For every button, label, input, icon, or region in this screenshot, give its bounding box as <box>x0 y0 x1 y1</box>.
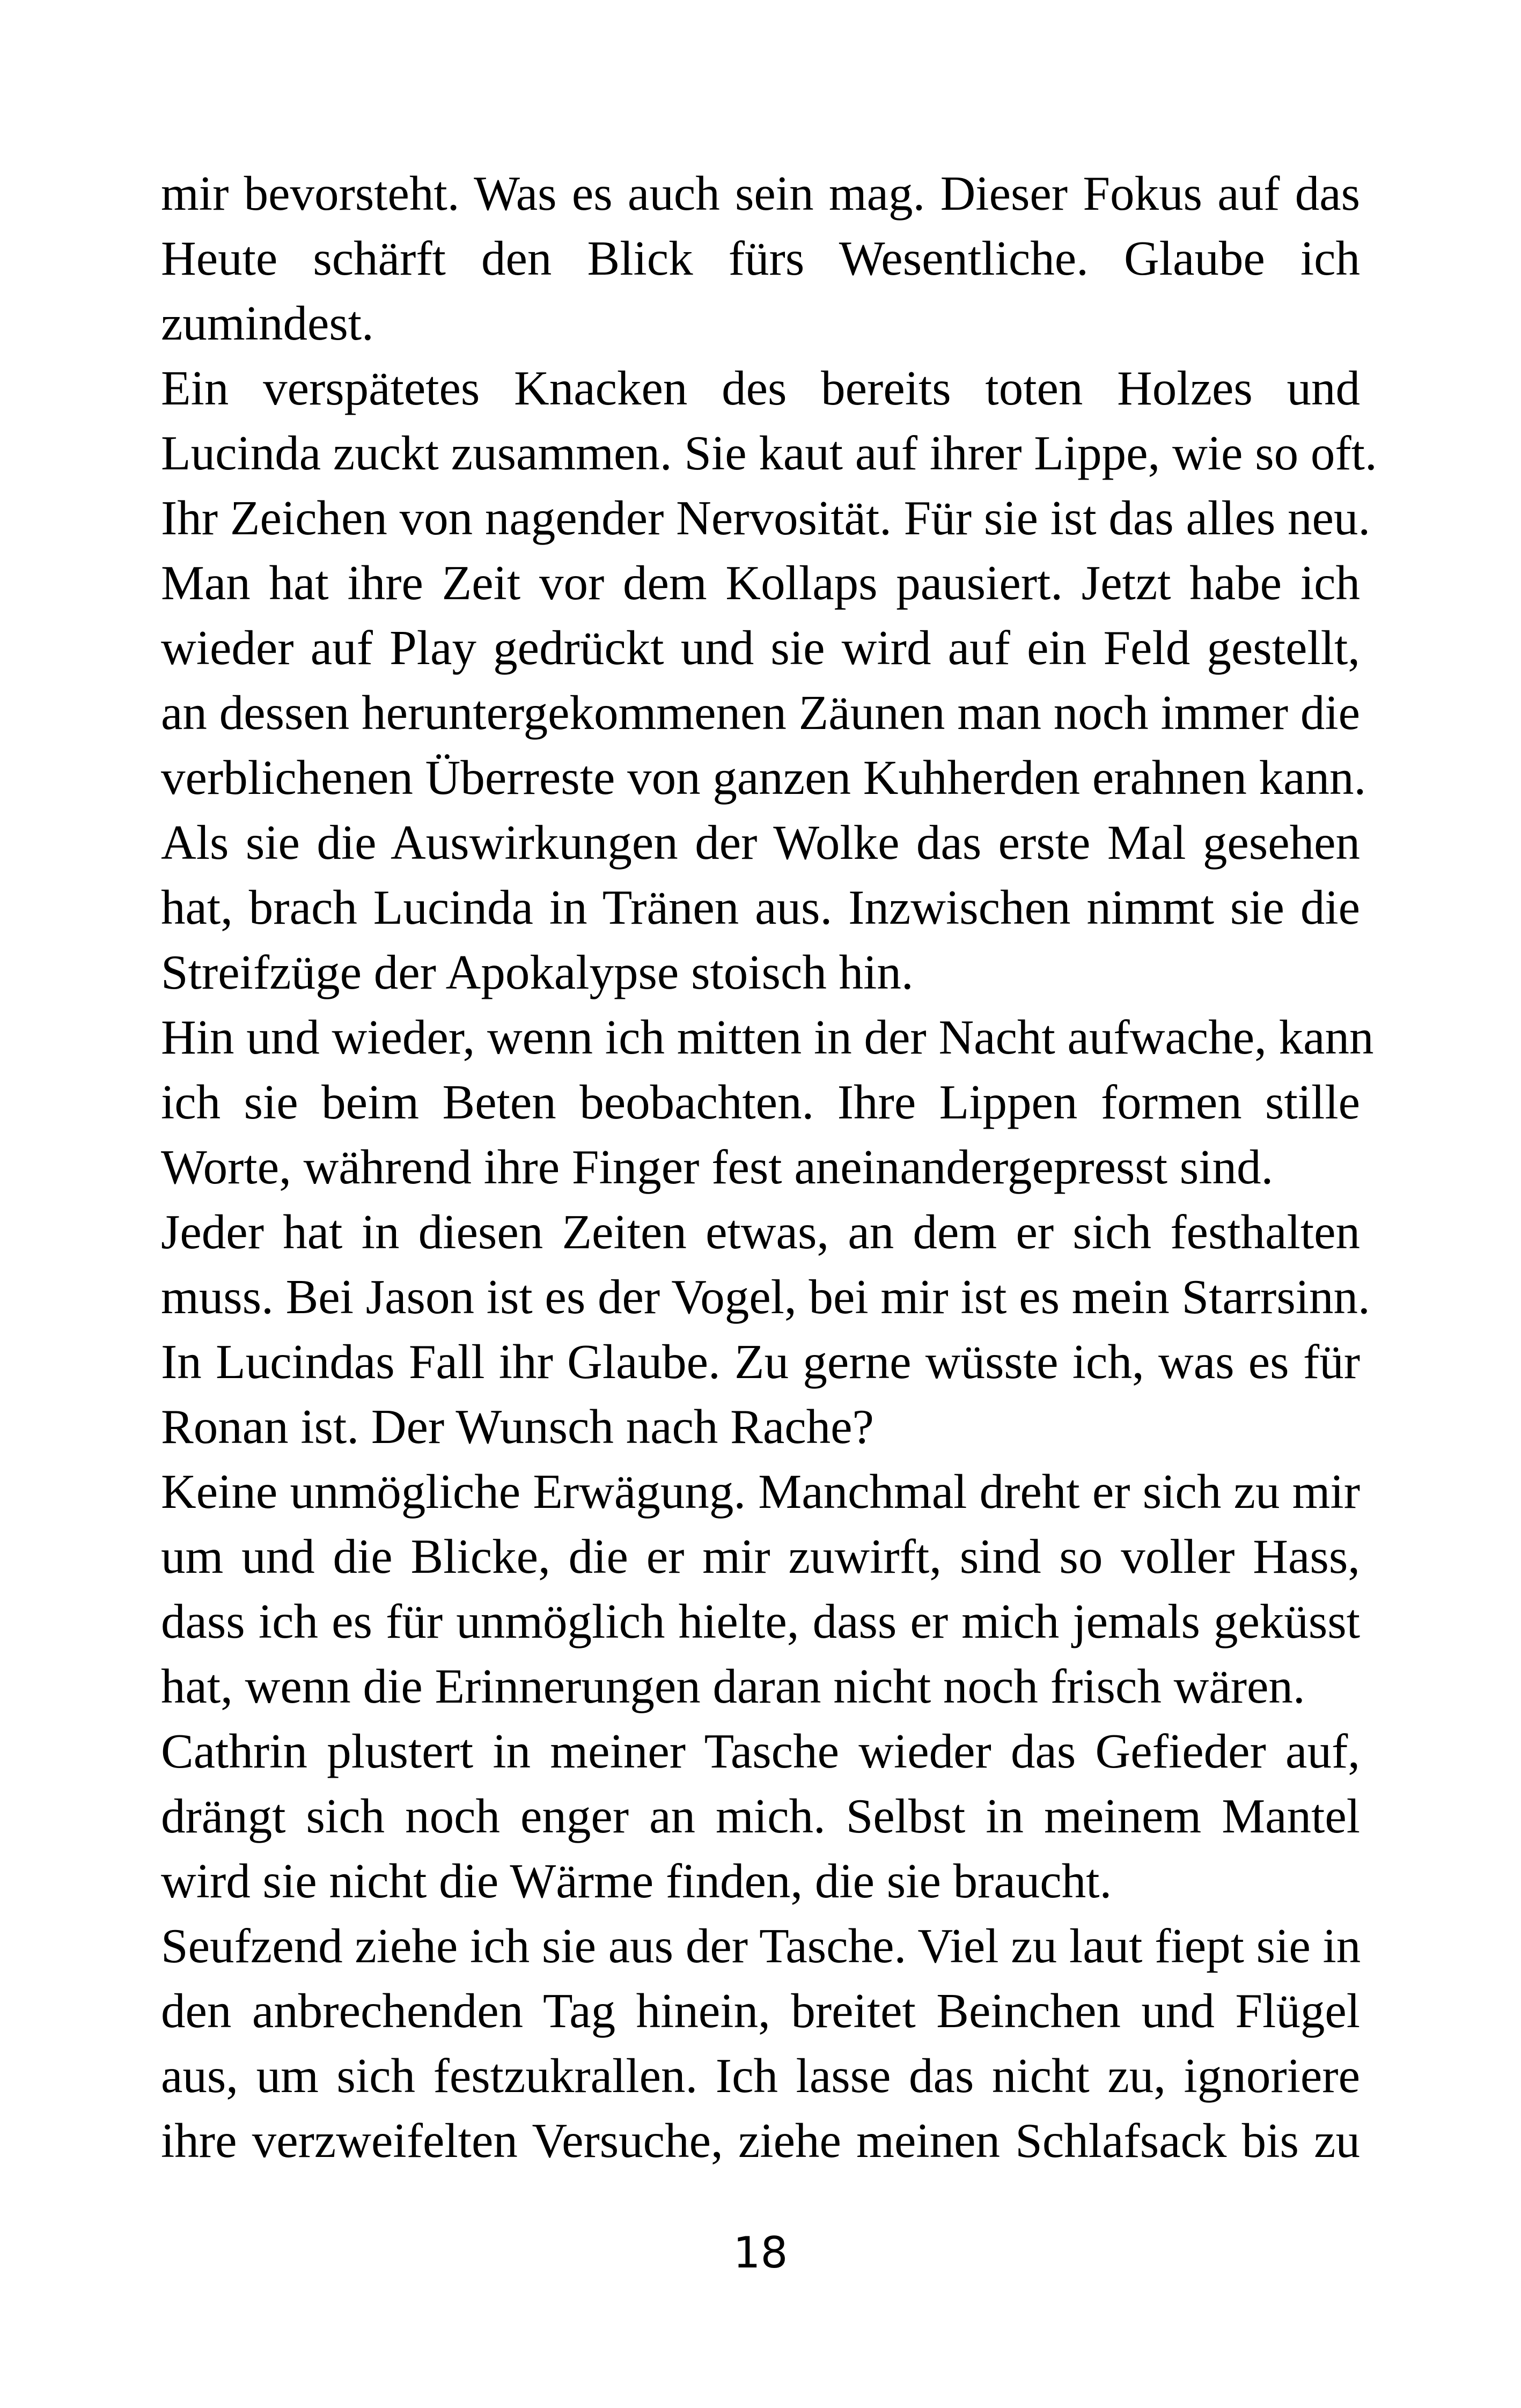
text-line: In Lucindas Fall ihr Glaube. Zu gerne wüsste ich, was es für <box>161 1335 1360 1389</box>
text-line: dass ich es für unmöglich hielte, dass er mich jemals geküsst <box>161 1594 1360 1648</box>
text-line: Hin und wieder, wenn ich mitten in der Nacht aufwache, kann <box>161 1010 1374 1064</box>
text-line: muss. Bei Jason ist es der Vogel, bei mir ist es mein Starrsinn. <box>161 1270 1370 1324</box>
text-line: Streifzüge der Apokalypse stoisch hin. <box>161 945 914 999</box>
text-line: den anbrechenden Tag hinein, breitet Beinchen und Flügel <box>161 1984 1360 2038</box>
text-line: Cathrin plustert in meiner Tasche wieder das Gefieder auf, <box>161 1724 1360 1778</box>
text-line: Man hat ihre Zeit vor dem Kollaps pausiert. Jetzt habe ich <box>161 556 1360 610</box>
text-line: Lucinda zuckt zusammen. Sie kaut auf ihrer Lippe, wie so oft. <box>161 426 1377 480</box>
text-line: hat, brach Lucinda in Tränen aus. Inzwischen nimmt sie die <box>161 880 1360 934</box>
page-number: 18 <box>733 2228 788 2278</box>
text-line: Ronan ist. Der Wunsch nach Rache? <box>161 1400 874 1454</box>
text-line: Heute schärft den Blick fürs Wesentliche. Glaube ich <box>161 231 1360 285</box>
text-line: Als sie die Auswirkungen der Wolke das erste Mal gesehen <box>161 815 1360 870</box>
text-line: Ihr Zeichen von nagender Nervosität. Für sie ist das alles neu. <box>161 491 1371 545</box>
text-line: Ein verspätetes Knacken des bereits toten Holzes und <box>161 361 1360 415</box>
body-text <box>161 161 1377 2173</box>
text-line: verblichenen Überreste von ganzen Kuhherden erahnen kann. <box>161 750 1366 805</box>
text-line: Keine unmögliche Erwägung. Manchmal dreht er sich zu mir <box>161 1464 1360 1519</box>
text-line: Worte, während ihre Finger fest aneinandergepresst sind. <box>161 1140 1274 1194</box>
text-line: an dessen heruntergekommenen Zäunen man noch immer die <box>161 686 1360 740</box>
text-line: ihre verzweifelten Versuche, ziehe meinen Schlafsack bis zu <box>161 2114 1360 2168</box>
text-line: drängt sich noch enger an mich. Selbst in meinem Mantel <box>161 1789 1360 1843</box>
text-line: Jeder hat in diesen Zeiten etwas, an dem er sich festhalten <box>161 1205 1360 1259</box>
text-line: hat, wenn die Erinnerungen daran nicht noch frisch wären. <box>161 1659 1305 1713</box>
text-line: zumindest. <box>161 296 374 350</box>
text-line: um und die Blicke, die er mir zuwirft, sind so voller Hass, <box>161 1529 1360 1584</box>
text-line: ich sie beim Beten beobachten. Ihre Lippen formen stille <box>161 1075 1360 1129</box>
text-line: aus, um sich festzukrallen. Ich lasse das nicht zu, ignoriere <box>161 2049 1360 2103</box>
text-line: Seufzend ziehe ich sie aus der Tasche. Viel zu laut fiept sie in <box>161 1919 1361 1973</box>
text-line: mir bevorsteht. Was es auch sein mag. Dieser Fokus auf das <box>161 166 1360 220</box>
text-line: wird sie nicht die Wärme finden, die sie braucht. <box>161 1854 1112 1908</box>
text-line: wieder auf Play gedrückt und sie wird auf ein Feld gestellt, <box>161 621 1360 675</box>
